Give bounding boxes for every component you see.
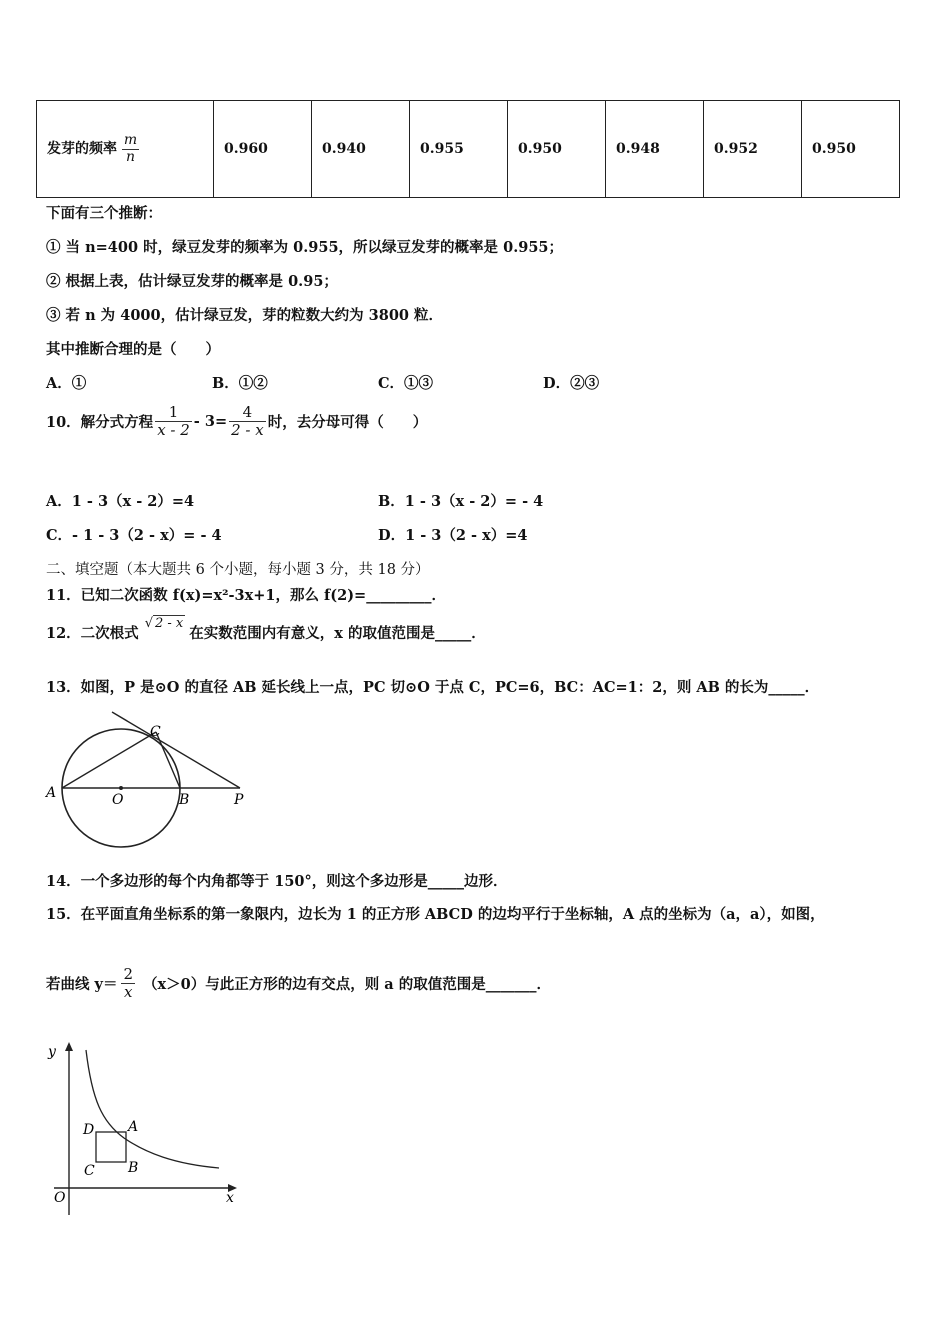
q9-statement-3: ③ 若 n 为 4000，估计绿豆发，芽的粒数大约为 3800 粒． (46, 307, 444, 324)
q11: 11．已知二次函数 f(x)=x²-3x+1，那么 f(2)=_________． (46, 587, 446, 604)
q12-lead: 12．二次根式 (46, 625, 139, 642)
label-b: B (179, 792, 190, 808)
freq-cell: 0.952 (704, 101, 802, 198)
freq-cell: 0.940 (312, 101, 410, 198)
frac-denominator: x (124, 982, 133, 1001)
q13-figure (40, 706, 255, 856)
q13: 13．如图，P 是⊙O 的直径 AB 延长线上一点，PC 切⊙O 于点 C，PC=6，BC：AC=1：2，则 AB 的长为_____． (46, 679, 820, 696)
freq-cell: 0.955 (410, 101, 508, 198)
label-a: A (46, 785, 57, 801)
q9-statement-2: ② 根据上表，估计绿豆发芽的概率是 0.95； (46, 273, 338, 290)
frac-numerator: 2 (123, 965, 134, 983)
q10-stem (46, 404, 427, 438)
q9-statement-1: ① 当 n=400 时，绿豆发芽的频率为 0.955，所以绿豆发芽的概率是 0.955； (46, 239, 564, 256)
curve-y-2-over-x (86, 1050, 219, 1168)
q10-tail: 时，去分母可得（ ） (267, 413, 428, 431)
q10-fraction-1 (155, 404, 192, 438)
y-arrow-icon (65, 1042, 73, 1051)
label-a: A (128, 1119, 139, 1135)
label-y: y (48, 1044, 56, 1060)
tangent-pc (112, 712, 240, 788)
frac-numerator: 1 (155, 404, 192, 422)
label-b: B (128, 1160, 139, 1176)
row-label: 发芽的频率 (47, 141, 117, 157)
q10-lead: 10．解分式方程 (46, 413, 154, 431)
q10-fraction-2 (229, 404, 266, 438)
q10-option-d: D．1 - 3（2 - x）=4 (378, 527, 528, 544)
q15-lead: 若曲线 y＝ (46, 975, 118, 993)
q10-option-c: C．- 1 - 3（2 - x）= - 4 (46, 527, 222, 544)
radical-sign-icon: √ (144, 616, 153, 631)
center-point (119, 786, 123, 790)
fraction-m-n (122, 133, 139, 165)
freq-cell: 0.950 (802, 101, 900, 198)
frac-denominator: n (126, 148, 136, 165)
table-row (37, 101, 900, 198)
frac-numerator: 4 (229, 404, 266, 422)
q9-intro: 下面有三个推断： (46, 205, 162, 222)
freq-cell: 0.960 (214, 101, 312, 198)
q9-option-d: D．②③ (543, 375, 600, 392)
label-p: P (234, 792, 244, 808)
label-o: O (112, 792, 124, 808)
q10-mid: - 3= (193, 412, 228, 430)
label-o: O (54, 1190, 66, 1206)
q10-option-b: B．1 - 3（x - 2）= - 4 (378, 493, 544, 510)
section-title: 二、填空题（本大题共 6 个小题，每小题 3 分，共 18 分） (46, 562, 430, 578)
frac-numerator: m (123, 132, 138, 149)
radicand: 2 - x (154, 616, 184, 631)
freq-cell: 0.950 (508, 101, 606, 198)
label-x: x (226, 1190, 234, 1206)
q12-sqrt (145, 616, 186, 631)
q15-fraction (121, 966, 135, 1000)
q12-stem (46, 616, 486, 643)
row-label-cell (37, 101, 214, 198)
q10-option-a: A．1 - 3（x - 2）=4 (46, 493, 195, 510)
freq-cell: 0.948 (606, 101, 704, 198)
frequency-table (36, 100, 900, 198)
q12-tail: 在实数范围内有意义，x 的取值范围是_____． (189, 625, 486, 642)
q15-line1: 15．在平面直角坐标系的第一象限内，边长为 1 的正方形 ABCD 的边均平行于坐标轴，A 点的坐标为（a，a），如图， (46, 906, 825, 923)
label-c: C (84, 1163, 95, 1179)
q9-option-b: B．①② (212, 375, 268, 392)
label-c: C (150, 724, 161, 740)
q9-option-c: C．①③ (378, 375, 434, 392)
chord-ac (62, 732, 156, 788)
q15-figure (44, 1040, 244, 1220)
q14: 14．一个多边形的每个内角都等于 150°，则这个多边形是_____边形． (46, 873, 508, 890)
frac-denominator: 2 - x (231, 420, 264, 439)
q9-question: 其中推断合理的是（ ） (46, 341, 220, 358)
q9-option-a: A．① (46, 375, 87, 392)
q15-line2 (46, 966, 551, 1000)
q15-tail: （x＞0）与此正方形的边有交点，则 a 的取值范围是_______． (143, 975, 552, 993)
label-d: D (83, 1122, 95, 1138)
frac-denominator: x - 2 (157, 420, 190, 439)
